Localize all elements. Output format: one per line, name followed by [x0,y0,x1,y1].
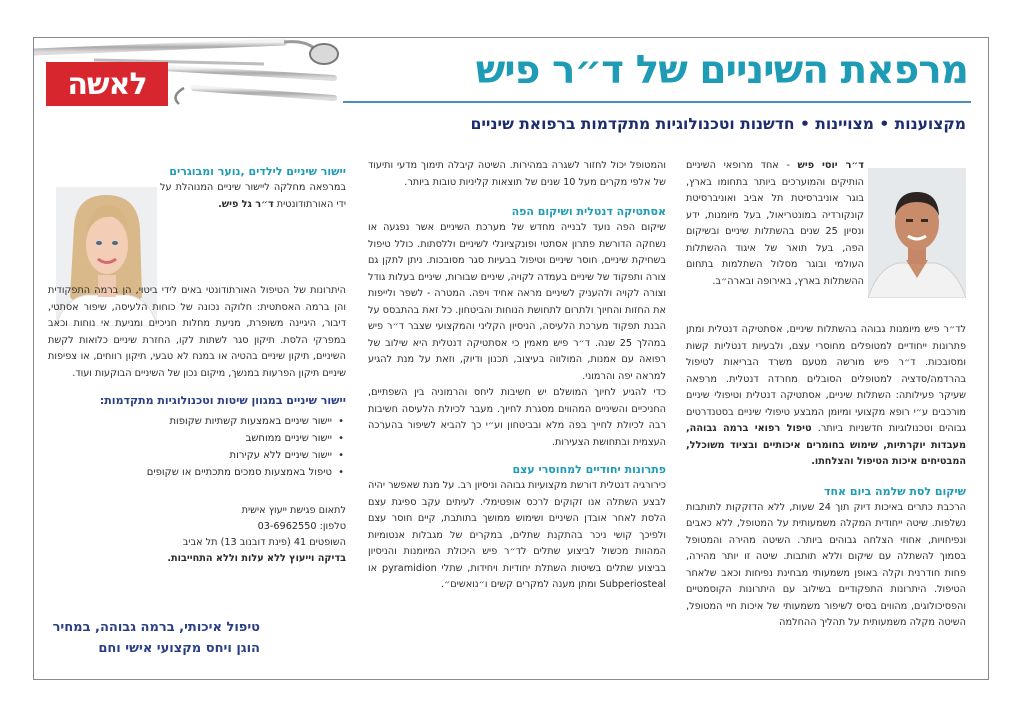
contact-phone: טלפון: 03-6962550 [257,521,346,532]
right-paragraph-3: הרכבת כתרים באיכות דיוק תוך 24 שעות, ללא הדזקקות לתותבות נשלפות. שיטה ייחודית המקלה משמעותית על המטופל, ללא כאבים ונפיחויות, אחוזי הצלחה גבוהים ביותר. השיטה מהירה והמטופל בסמוך להשתלה עם שיקום וללא תותבות. שיטה זו יותר מהירה, פחות חודרנית וקלה באופן משמעותי מבחינת נפיחות וכאב שלאחר הטיפול. היתרונות התפקודיים בשילוב עם היתרונות הקוסמטיים והפסיכולוגים, מהווים בסיס לשיפור משמעותי של איכות חיי המטופל, השיטה מקלה משמעותית על תהליך ההחלמה [686,501,967,628]
middle-column [368,158,666,594]
middle-paragraph-4: כירורגיה דנטלית דורשת מקצועיות גבוהה וניסיון רב. על מנת שאפשר יהיה לבצע השתלה אנו זקוקים לרכס אופטימלי. לעיתים עקב ספיגת עצם הלסת לאחר אובדן השיניים ושימוש ממושך בתותבת, קיים חוסר עצם ולפיכך קושי ניכר בהתקנת שתלים, במקרים של מגבלות אנטומיות המהוות מכשול לביצוע שתלים לד״ר פיש היכולת המיומנות והניסיון בביצוע שתלים בשיטות השתלת יחודיות ויחידות, שתלי pyramidion או Subperiosteal ומתן מענה למקרים קשים ו״נואשים״. [368,480,667,590]
heading-orthodontics: יישור שיניים לילדים ,נוער ומבוגרים [169,165,346,178]
intro-paragraph [686,158,864,290]
right-paragraph-2 [686,322,966,471]
heading-methods: יישור שיניים במגוון שיטות וטכנולוגיות מתקדמות: [99,394,346,407]
doctor-photo [868,168,966,298]
list-item: • יישור שיניים באמצעות קשתיות שקופות [48,413,332,430]
left-column-bottom [48,283,346,567]
page-subtitle: מקצוענות • מצויינות • חדשנות וטכנולוגיות מתקדמות ברפואת שיניים [470,115,966,133]
contact-free-consult: בדיקה וייעוץ ללא עלות וללא התחייבות. [167,553,346,564]
page-title: מרפאת השיניים של ד״ר פיש [475,48,968,93]
orthodontist-name: ד״ר גל פיש. [218,198,274,210]
contact-address: השופטים 41 (פינת דובנוב 13) תל אביב [182,537,346,548]
right-column-bottom [686,322,966,632]
title-divider [343,101,971,103]
middle-paragraph-1: והמטופל יכול לחזור לשגרה במהירות. השיטה קיבלה תימוך מדעי ותיעוד של אלפי מקרים מעל 10 שנים של תוצאות קליניות טובות ביותר. [368,160,666,188]
left-para1-text: במרפאה מחלקה ליישור שיניים המנוהלת על ידי האורתודונטית [160,182,346,210]
left-column-top [160,163,346,213]
list-item: • יישור שיניים ללא עקירות [48,447,332,464]
list-item: • יישור שיניים ממוחשב [48,430,332,447]
logo-text: לאשה [67,66,147,102]
heading-full-jaw: שיקום לסת שלמה ביום אחד [823,484,966,498]
left-paragraph-1b: היתרונות של הטיפול האורתודונטי באים לידי ביטוי, הן ברמה התפקודית והן ברמה האסתטית: חלוקה נכונה של כוחות הלעיסה, שיפור אסתטי, דיבור, היגיינה משופרת, מניעת מחלות חניכיים ומניעת אי נוחות וכאב במפרקי הלסת. תיקון סגר לשתות לקו, החזרת שיניים כלואות לקשת השיניים, תיקון שיניים בהטיה או במנח לא טבעי, תיקון רווחים, או צפיפות שיניים תיקון הפרעות במנשך, מיקום נכון של השיניים הבוקעות ועוד. [48,285,346,379]
middle-paragraph-3: כדי להגיע לחיוך המושלם יש חשיבות ליחס והרמוניה בין השפתיים, החניכיים והשיניים המהווים מסגרת לחיוך. מעבר לכיולת הלעיסה חשיבות רבה לכיולת לחייך בפה מלא ובביטחון וע״י כך להביא לשיפור בהערכה העצמית ובתחושת הצעירות. [368,387,666,448]
heading-aesthetics: אסתטיקה דנטלית ושיקום הפה [511,205,666,218]
magazine-logo [46,62,168,106]
intro-text: - אחד מרופאי השיניים הותיקים והמוערכים ביותר בתחומו בארץ, בוגר אוניברסיטת תל אביב ואוניברסיטת קונקורדיה במונטריאול, בעל מיומנות, ידע ונסיון 25 שנים בהשתלות שיניים ובשיקום הפה, בעל תואר של איגוד ההשתלות העולמי ובוגר מסלול השתלמות בתחום ההשתלות בארץ, באירופה ובארה״ב. [686,160,864,287]
left-paragraph-1 [160,180,346,213]
right-para2-text: לד״ר פיש מיומנות גבוהה בהשתלות שיניים, אסתטיקה דנטלית ומתן פתרונות ייחודיים למטופלים מחוסרי עצם, ולבעיות דנטליות קשות ומסובכות. ד״ר פיש מורשה מטעם משרד הבריאות לטיפול בהרדמה/סדציה למטופלים הסובלים מחרדה דנטלית. מרפאה שעיקר פעילותה: השתלות שיניים, אסתטיקה דנטלית וטיפולי שיניים מורכבים ע״י רופא מקצועי ומיומן המבצע טיפולי שיניים בסטנדרטים גבוהים וטכנולוגיות חדשניות ביותר. [686,324,966,434]
heading-bone-loss: פתרונות יחודיים למחוסרי עצם [512,463,666,476]
slogan: טיפול איכותי, ברמה גבוהה, במחיר הוגן ויחס מקצועי אישי וחם [52,620,260,656]
right-column-top [686,158,864,290]
right-para2-bold: טיפול רפואי ברמה גבוהה, מעבדות יוקרתיות, שימוש בחומרים איכותיים ובציוד משוכלל, המבטיחים איכות הטיפול והצלחתו. [686,423,966,467]
middle-paragraph-2: שיקום הפה נועד לבנייה מחדש של מערכת השיניים אשר נפגעה או נשחקה הדורשת פתרון אסתטי ופונקציונלי לשיניים וללסתות. כולל טיפול בשחיקת שיניים, חוסר שיניים וטיפול בבעיות סגר מסובכות. ניתן לתקן גם צורה ותפקוד של שיניים בעמדה לקויה, שיניים שבורות, שיניים בעלות גודל וצורה לקויה ולהעניק לשיניים מראה אחיד ויפה. המטרה - לשפר ולייפות את החזות והחיוך ולתרום לתחושת הנוחות והביטחון. כל זאת בהתבסס על הבנת תפקוד מערכת הלעיסה, הניסיון הקליני והמקצועי שצבר ד״ר פיש במהלך 25 שנה. ד״ר פיש מאמין כי אסתטיקה דנטלית היא שילוב של רפואה עם אמנות, המולווה בעיצוב, תכנון ודיוק, וזאת על מנת להגיע למראה יפה והרמוני. [368,222,666,382]
contact-line-1: לתאום פגישת ייעוץ אישית [241,505,346,516]
intro-doctor-name: ד״ר יוסי פיש [797,160,864,171]
list-item: • טיפול באמצעות סמכים מתכתיים או שקופים [48,464,332,481]
contact-block [48,503,346,567]
methods-list [48,413,346,481]
